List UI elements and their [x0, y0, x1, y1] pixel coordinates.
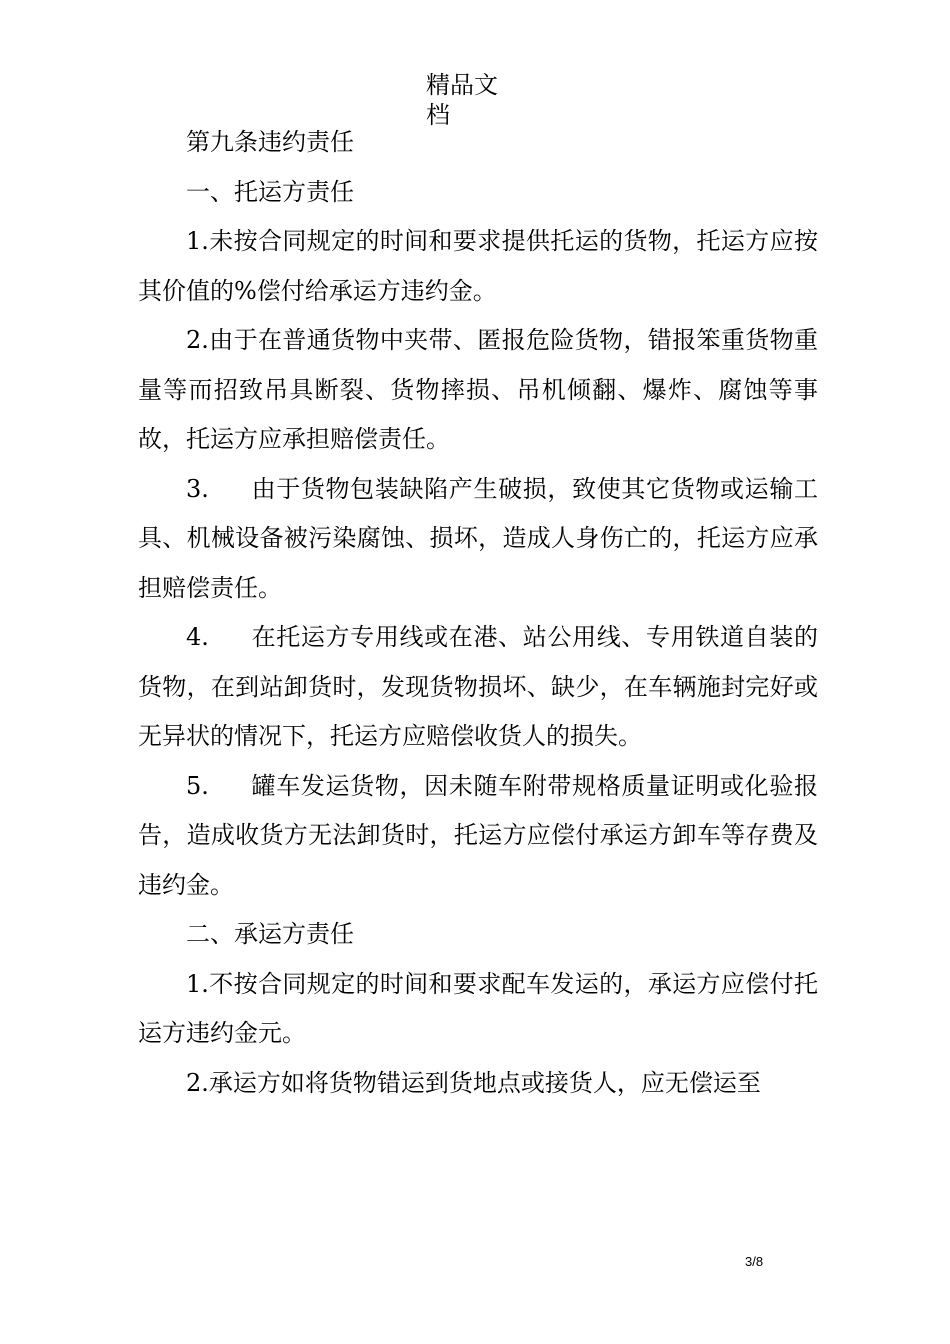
page-header: 精品文档 [426, 71, 498, 129]
clause-number: 1. [186, 227, 209, 255]
clause-number: 2. [186, 326, 209, 354]
clause-text: 承运方如将货物错运到货地点或接货人，应无偿运至 [208, 1068, 761, 1097]
article-title: 第九条违约责任 [186, 128, 354, 156]
clause-text: 罐车发运货物，因未随车附带规格质量证明或化验报告，造成收货方无法卸货时，托运方应偿付承运方卸车等存费及违约金。 [138, 771, 818, 899]
clause-text: 未按合同规定的时间和要求提供托运的货物，托运方应按其价值的%偿付给承运方违约金。 [138, 227, 818, 305]
carrier-clause-2 [138, 1059, 818, 1109]
clause-text: 不按合同规定的时间和要求配车发运的，承运方应偿付托运方违约金元。 [138, 969, 818, 1047]
clause-text: 由于在普通货物中夹带、匿报危险货物，错报笨重货物重量等而招致吊具断裂、货物摔损、吊机倾翻、爆炸、腐蚀等事故，托运方应承担赔偿责任。 [138, 326, 818, 453]
clause-number: 1. [186, 969, 209, 998]
clause-text: 由于货物包装缺陷产生破损，致使其它货物或运输工具、机械设备被污染腐蚀、损坏，造成人身伤亡的，托运方应承担赔偿责任。 [138, 474, 818, 602]
page-number: 3/8 [745, 1254, 764, 1269]
clause-text: 在托运方专用线或在港、站公用线、专用铁道自装的货物，在到站卸货时，发现货物损坏、缺少，在车辆施封完好或无异状的情况下，托运方应赔偿收货人的损失。 [138, 623, 818, 750]
carrier-clause-1 [138, 960, 818, 1059]
section-heading-carrier: 二、承运方责任 [186, 920, 354, 948]
clause-number: 4. [186, 623, 209, 651]
clause-number: 5. [186, 771, 209, 800]
clause-number: 2. [186, 1068, 209, 1097]
clause-number: 3. [186, 474, 209, 503]
shipper-clause-2 [138, 316, 818, 465]
document-body [138, 118, 818, 1108]
shipper-clause-4 [138, 613, 818, 762]
shipper-clause-3 [138, 465, 818, 614]
shipper-clause-1 [138, 217, 818, 316]
section-heading-shipper: 一、托运方责任 [186, 177, 354, 206]
shipper-clause-5 [138, 762, 818, 911]
